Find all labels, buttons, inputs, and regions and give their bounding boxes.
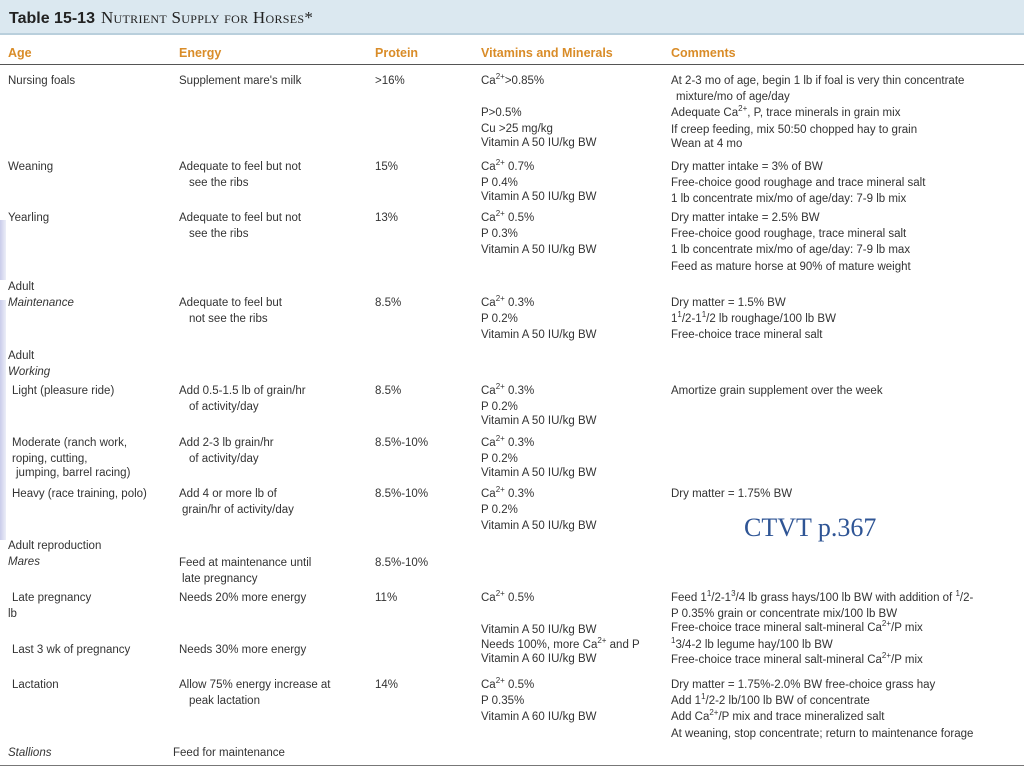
header-protein: Protein	[375, 46, 419, 60]
protein-cell: 8.5%-10%	[375, 557, 429, 569]
vitamins-cell: Vitamin A 50 IU/kg BW	[481, 624, 597, 636]
protein-cell: 8.5%-10%	[375, 437, 429, 449]
citation: CTVT p.367	[744, 513, 877, 542]
protein-cell: 13%	[375, 212, 399, 224]
age-cell: lb	[8, 608, 17, 620]
energy-cell: Add 2-3 lb grain/hr of activity/day	[179, 437, 274, 466]
table-title-bar	[0, 0, 1024, 35]
energy-cell: Adequate to feel but not see the ribs	[179, 161, 302, 190]
protein-cell: 8.5%-10%	[375, 488, 429, 500]
left-edge-decoration	[0, 300, 6, 540]
header-vitamins-minerals: Vitamins and Minerals	[481, 46, 613, 60]
vitamins-cell: $Ca^{2+}>0.85\%$	[481, 72, 545, 87]
comments-cell: Dry matter = 1.75% BW	[671, 488, 793, 500]
age-cell: Stallions	[8, 747, 52, 759]
comments-cell: $^1$3/4-2 lb legume hay/100 lb BW Free-choice trace mineral salt-mineral $Ca^{2+}/P$ mix	[671, 636, 923, 666]
comments-cell: Amortize grain supplement over the week	[671, 385, 883, 397]
age-cell: Nursing foals	[8, 75, 76, 87]
vitamins-cell: $Ca^{2+}$ 0.5% P 0.3% Vitamin A 50 IU/kg BW	[481, 209, 597, 257]
vitamins-cell: $Ca^{2+}$ 0.5% P 0.35% Vitamin A 60 IU/kg BW	[481, 676, 597, 724]
header-age: Age	[8, 46, 32, 60]
energy-cell: Needs 20% more energy	[179, 592, 307, 604]
vitamins-cell: $Ca^{2+}$ 0.5%	[481, 589, 535, 604]
protein-cell: 11%	[375, 592, 398, 604]
vitamins-cell: $Ca^{2+}$ 0.3% P 0.2% Vitamin A 50 IU/kg BW	[481, 294, 597, 342]
header-rule	[0, 64, 1024, 65]
energy-cell: Add 4 or more lb of grain/hr of activity/day	[179, 488, 294, 517]
age-cell: Adult reproduction Mares	[8, 540, 102, 569]
energy-cell: Feed for maintenance	[173, 747, 285, 759]
protein-cell: 14%	[375, 679, 399, 691]
table-title	[9, 8, 313, 28]
age-cell: Lactation	[12, 679, 59, 691]
table-name: Nutrient Supply for Horses*	[100, 8, 314, 27]
vitamins-cell: P>0.5% Cu >25 mg/kg Vitamin A 50 IU/kg BW	[481, 107, 597, 150]
comments-cell: Dry matter = 1.5% BW $1^1/2-1^1/2$ lb roughage/100 lb BW Free-choice trace mineral salt	[671, 297, 836, 342]
protein-cell: 8.5%	[375, 385, 402, 397]
energy-cell: Adequate to feel but not see the ribs	[179, 212, 302, 241]
age-cell: Weaning	[8, 161, 54, 173]
age-cell: Light (pleasure ride)	[12, 385, 115, 397]
vitamins-cell: $Ca^{2+}$ 0.3% P 0.2% Vitamin A 50 IU/kg BW	[481, 485, 597, 533]
protein-cell: 8.5%	[375, 297, 402, 309]
energy-cell: Adequate to feel but not see the ribs	[179, 297, 282, 326]
vitamins-cell: $Ca^{2+}$ 0.7% P 0.4% Vitamin A 50 IU/kg BW	[481, 158, 597, 204]
header-energy: Energy	[179, 46, 222, 60]
energy-cell: Allow 75% energy increase at peak lactation	[179, 679, 331, 708]
protein-cell: >16%	[375, 75, 405, 87]
comments-cell: At 2-3 mo of age, begin 1 lb if foal is very thin concentrate mixture/mo of age/day Adequate $Ca^{2+}$, P, trace minerals in grain mix If creep feeding, mix 50:50 chopped hay to grain Wean at 4 mo	[671, 75, 965, 150]
comments-cell: Feed $1^1/2-1^3/4$ lb grass hays/100 lb BW with addition of $^1$/2- P 0.35% grain or concentrate mix/100 lb BW Free-choice trace mineral salt-mineral $Ca^{2+}/P$ mix	[671, 589, 974, 635]
comments-cell: Dry matter = 1.75%-2.0% BW free-choice grass hay Add $1^1/2-2$ lb/100 lb BW of concentrate Add $Ca^{2+}/P$ mix and trace mineralized salt At weaning, stop concentrate; return to maintenance forage	[671, 679, 974, 740]
energy-cell: Add 0.5-1.5 lb of grain/hr of activity/day	[179, 385, 306, 414]
age-cell: Last 3 wk of pregnancy	[12, 644, 131, 656]
age-cell: Late pregnancy	[12, 592, 92, 604]
energy-cell: Needs 30% more energy	[179, 644, 307, 656]
vitamins-cell: $Ca^{2+}$ 0.3% P 0.2% Vitamin A 50 IU/kg BW	[481, 434, 597, 480]
vitamins-cell: Needs 100%, more $Ca^{2+}$ and P Vitamin A 60 IU/kg BW	[481, 636, 640, 665]
vitamins-cell: $Ca^{2+}$ 0.3% P 0.2% Vitamin A 50 IU/kg BW	[481, 382, 597, 428]
age-cell: Adult Maintenance	[8, 281, 74, 310]
table-number: Table 15-13	[9, 10, 95, 27]
header-comments: Comments	[671, 46, 736, 60]
age-cell: Adult Working	[8, 350, 51, 379]
age-cell: Moderate (ranch work, roping, cutting, jumping, barrel racing)	[12, 437, 131, 480]
energy-cell: Feed at maintenance until late pregnancy	[179, 557, 312, 586]
age-cell: Yearling	[8, 212, 50, 224]
comments-cell: Dry matter intake = 3% of BW Free-choice good roughage and trace mineral salt 1 lb concentrate mix/mo of age/day: 7-9 lb mix	[671, 161, 926, 206]
age-cell: Heavy (race training, polo)	[12, 488, 147, 500]
left-edge-decoration	[0, 220, 6, 280]
bottom-rule	[0, 765, 1024, 766]
energy-cell: Supplement mare's milk	[179, 75, 302, 87]
protein-cell: 15%	[375, 161, 399, 173]
comments-cell: Dry matter intake = 2.5% BW Free-choice good roughage, trace mineral salt 1 lb concentrate mix/mo of age/day: 7-9 lb max Feed as mature horse at 90% of mature weight	[671, 212, 911, 273]
